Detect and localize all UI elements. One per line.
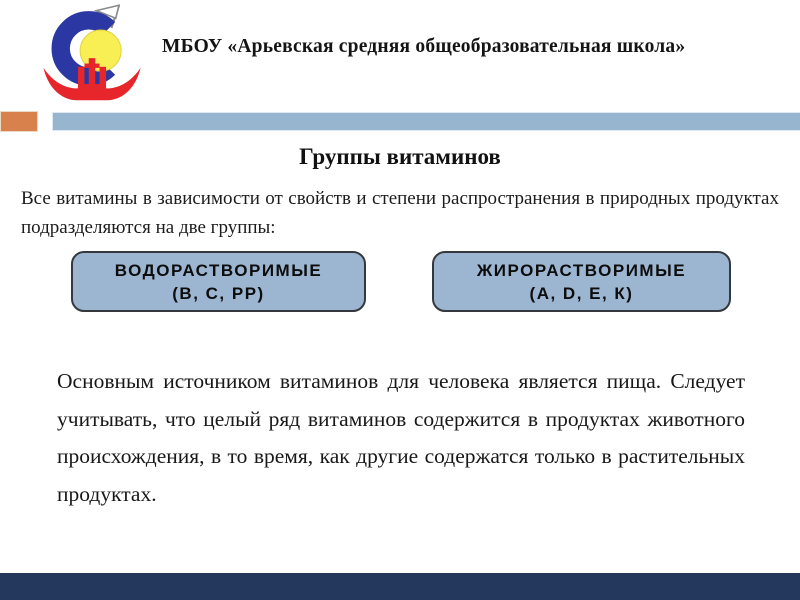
group-vitamins-fat-soluble: (А, D, Е, К): [529, 283, 634, 303]
group-box-fat-soluble: [432, 251, 731, 312]
group-name-water-soluble: ВОДОРАСТВОРИМЫЕ: [114, 260, 323, 280]
intro-paragraph: Все витамины в зависимости от свойств и степени распространения в природных продуктах подразделяются на две группы:: [21, 188, 779, 238]
body-paragraph: Основным источником витаминов для человека является пища. Следует учитывать, что целый ряд витаминов содержится в продуктах животного происхождения, в то время, как другие содержатся только в растительных продуктах.: [57, 369, 745, 506]
group-box-water-soluble: [71, 251, 366, 312]
school-logo: [38, 2, 146, 110]
group-name-fat-soluble: ЖИРОРАСТВОРИМЫЕ: [476, 260, 687, 280]
school-name-header: МБОУ «Арьевская средняя общеобразовательная школа»: [162, 36, 686, 57]
orange-accent-bar: [0, 111, 38, 132]
group-vitamins-water-soluble: (В, С, РР): [172, 283, 265, 303]
footer-bar: [0, 573, 800, 600]
slide-title: Группы витаминов: [299, 144, 501, 169]
blue-accent-bar: [52, 112, 800, 131]
school-crest-logo: [38, 2, 146, 110]
